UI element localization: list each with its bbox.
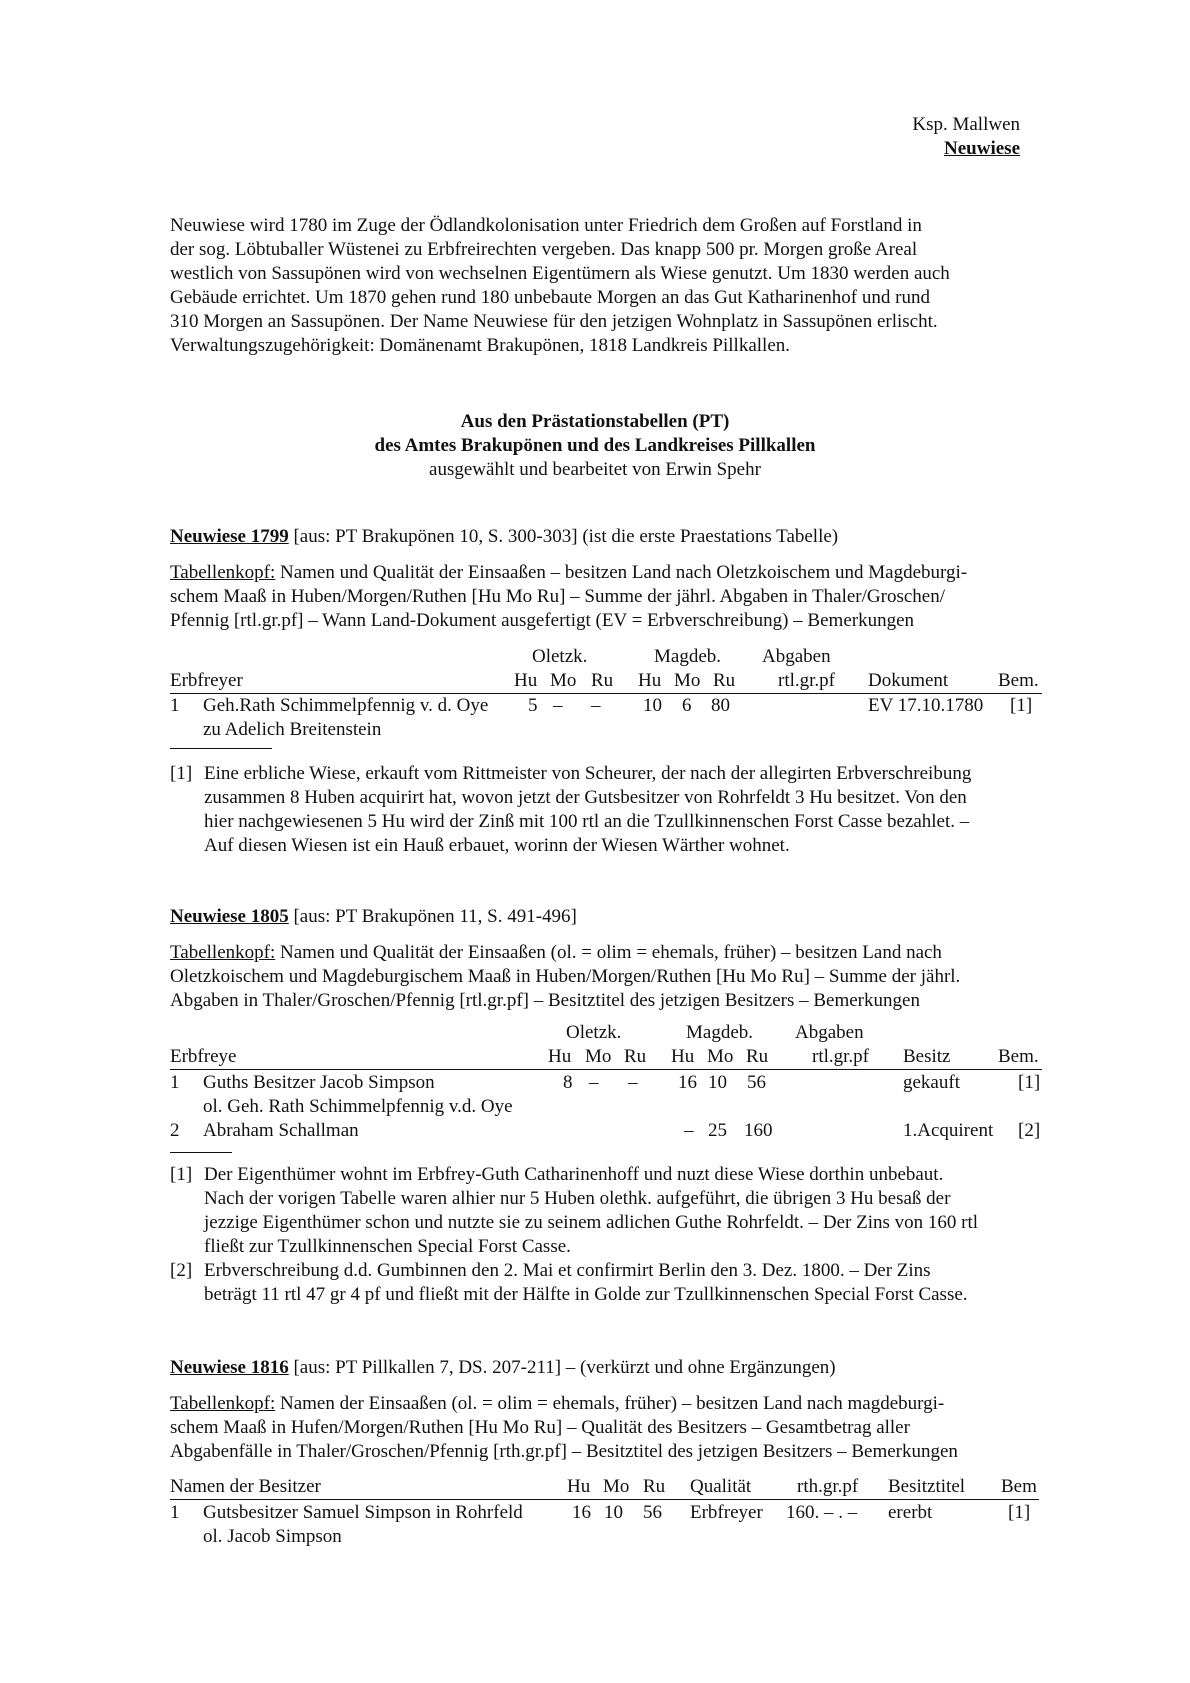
title-block xyxy=(170,410,1020,482)
header-rule xyxy=(170,1499,1039,1500)
col-group-abgaben: Abgaben xyxy=(795,1022,864,1043)
col-header-ru: Ru xyxy=(643,1476,666,1497)
section-1805-heading xyxy=(170,905,1050,929)
col-header-besitztitel: Besitztitel xyxy=(888,1476,966,1497)
cell-ru: 160 xyxy=(744,1120,773,1141)
col-header-abgaben: rtl.gr.pf xyxy=(778,670,835,691)
footnote-1799-1 xyxy=(170,762,1050,858)
intro-line: Gebäude errichtet. Um 1870 gehen rund 180 unbebaute Morgen an das Gut Katharinenhof und rund xyxy=(170,287,930,308)
footnote-line: hier nachgewiesenen 5 Hu wird der Zinß mit 100 rtl an die Tzullkinnenschen Forst Casse bezahlet. – xyxy=(204,811,970,832)
cell-bem: [1] xyxy=(1018,1072,1041,1093)
footnote-line: Auf diesen Wiesen ist ein Hauß erbauet, worinn der Wiesen Wärther wohnet. xyxy=(204,835,790,856)
footnote-line: Der Eigenthümer wohnt im Erbfrey-Guth Catharinenhoff und nuzt diese Wiese dorthin unbebaut. xyxy=(204,1164,944,1185)
cell-besitz: 1.Acquirent xyxy=(903,1120,994,1141)
cell-ru: – xyxy=(628,1072,638,1093)
tabellenkopf-label: Tabellenkopf: xyxy=(170,1393,276,1414)
section-1799-source: [aus: PT Brakupönen 10, S. 300-303] (ist die erste Praestations Tabelle) xyxy=(288,526,839,547)
row-name: Gutsbesitzer Samuel Simpson in Rohrfeld xyxy=(203,1502,523,1523)
cell-ru: 56 xyxy=(747,1072,766,1093)
tabellenkopf-line: Oletzkoischem und Magdeburgischem Maaß in Huben/Morgen/Ruthen [Hu Mo Ru] – Summe der jährl. xyxy=(170,966,961,987)
footnote-line: fließt zur Tzullkinnenschen Special Forst Casse. xyxy=(204,1236,571,1257)
col-header-dokument: Dokument xyxy=(868,670,949,691)
col-header-bem: Bem. xyxy=(998,1046,1039,1067)
intro-line: 310 Morgen an Sassupönen. Der Name Neuwiese für den jetzigen Wohnplatz in Sassupönen erlischt. xyxy=(170,311,938,332)
cell-besitztitel: ererbt xyxy=(888,1502,933,1523)
cell-mo: 10 xyxy=(604,1502,623,1523)
col-header-hu: Hu xyxy=(671,1046,695,1067)
footnote-1805-2 xyxy=(170,1259,1050,1307)
col-header-mo: Mo xyxy=(585,1046,612,1067)
section-1805-title: Neuwiese 1805 xyxy=(170,906,289,927)
col-header-ru: Ru xyxy=(713,670,736,691)
cell-abgaben: 160. – . – xyxy=(786,1502,858,1523)
row-number: 1 xyxy=(170,1072,180,1093)
tabellenkopf-line: schem Maaß in Huben/Morgen/Ruthen [Hu Mo Ru] – Summe der jährl. Abgaben in Thaler/Groschen/ xyxy=(170,586,945,607)
footnote-number: [1] xyxy=(170,1164,193,1185)
section-1816-source: [aus: PT Pillkallen 7, DS. 207-211] – (verkürzt und ohne Ergänzungen) xyxy=(288,1357,836,1378)
section-1799-heading xyxy=(170,525,1050,549)
col-header-mo: Mo xyxy=(550,670,577,691)
footnote-line: Nach der vorigen Tabelle waren alhier nur 5 Huben olethk. aufgeführt, die übrigen 3 Hu besaß der xyxy=(204,1188,951,1209)
intro-line: Verwaltungszugehörigkeit: Domänenamt Brakupönen, 1818 Landkreis Pillkallen. xyxy=(170,335,790,356)
intro-line: westlich von Sassupönen wird von wechselnen Eigentümern als Wiese genutzt. Um 1830 werden auch xyxy=(170,263,950,284)
cell-hu: 16 xyxy=(678,1072,697,1093)
row-name: Geh.Rath Schimmelpfennig v. d. Oye xyxy=(203,695,489,716)
cell-hu: 8 xyxy=(563,1072,573,1093)
col-header-hu: Hu xyxy=(638,670,662,691)
col-header-ru: Ru xyxy=(746,1046,769,1067)
cell-bem: [1] xyxy=(1010,695,1033,716)
cell-mo: – xyxy=(589,1072,599,1093)
intro-paragraph xyxy=(170,214,1040,358)
cell-dokument: EV 17.10.1780 xyxy=(868,695,984,716)
cell-besitz: gekauft xyxy=(903,1072,960,1093)
cell-bem: [1] xyxy=(1008,1502,1031,1523)
col-header-ru: Ru xyxy=(624,1046,647,1067)
section-1799-title: Neuwiese 1799 xyxy=(170,526,289,547)
col-group-oletzk: Oletzk. xyxy=(532,646,588,667)
col-header-mo: Mo xyxy=(707,1046,734,1067)
footnote-line: Erbverschreibung d.d. Gumbinnen den 2. Mai et confirmirt Berlin den 3. Dez. 1800. – Der Zins xyxy=(204,1260,931,1281)
cell-mo: – xyxy=(553,695,563,716)
cell-hu: – xyxy=(684,1120,694,1141)
title-line-2: des Amtes Brakupönen und des Landkreises Pillkallen xyxy=(374,435,816,456)
col-group-oletzk: Oletzk. xyxy=(566,1022,622,1043)
col-header-name: Namen der Besitzer xyxy=(170,1476,321,1497)
place-title: Neuwiese xyxy=(944,138,1020,159)
cell-mo: 25 xyxy=(708,1120,727,1141)
row-name: Abraham Schallman xyxy=(203,1120,359,1141)
tabellenkopf-line: Abgabenfälle in Thaler/Groschen/Pfennig [rth.gr.pf] – Besitztitel des jetzigen Besitzers – Bemerkungen xyxy=(170,1441,958,1462)
footnote-line: jezzige Eigenthümer schon und nutzte sie zu seinem adlichen Guthe Rohrfeldt. – Der Zins von 160 rtl xyxy=(204,1212,979,1233)
row-name: Guths Besitzer Jacob Simpson xyxy=(203,1072,435,1093)
footnote-line: Eine erbliche Wiese, erkauft vom Rittmeister von Scheurer, der nach der allegirten Erbverschreibung xyxy=(204,763,972,784)
tabellenkopf-label: Tabellenkopf: xyxy=(170,942,276,963)
section-1816-title: Neuwiese 1816 xyxy=(170,1357,289,1378)
row-name-cont: zu Adelich Breitenstein xyxy=(203,719,382,740)
title-line-3: ausgewählt und bearbeitet von Erwin Spehr xyxy=(429,459,761,480)
col-header-besitz: Besitz xyxy=(903,1046,951,1067)
col-header-mo: Mo xyxy=(603,1476,630,1497)
col-header-abgaben: rtl.gr.pf xyxy=(812,1046,869,1067)
document-header xyxy=(912,113,1020,161)
cell-ru: – xyxy=(591,695,601,716)
col-group-abgaben: Abgaben xyxy=(762,646,831,667)
tabellenkopf-line: schem Maaß in Hufen/Morgen/Ruthen [Hu Mo Ru] – Qualität des Besitzers – Gesamtbetrag aller xyxy=(170,1417,910,1438)
header-rule xyxy=(170,1069,1042,1070)
tabellenkopf-label: Tabellenkopf: xyxy=(170,562,276,583)
intro-line: der sog. Löbtuballer Wüstenei zu Erbfreirechten vergeben. Das knapp 500 pr. Morgen große Areal xyxy=(170,239,918,260)
col-group-magdeb: Magdeb. xyxy=(686,1022,754,1043)
section-1805-tabellenkopf xyxy=(170,941,1050,1013)
cell-ru: 56 xyxy=(643,1502,662,1523)
footnote-1805-1 xyxy=(170,1163,1050,1259)
col-header-name: Erbfreye xyxy=(170,1046,237,1067)
row-number: 1 xyxy=(170,1502,180,1523)
footnote-number: [1] xyxy=(170,763,193,784)
col-header-qualitaet: Qualität xyxy=(690,1476,752,1497)
cell-mo: 6 xyxy=(682,695,692,716)
intro-line: Neuwiese wird 1780 im Zuge der Ödlandkolonisation unter Friedrich dem Großen auf Forstland in xyxy=(170,215,922,236)
cell-hu: 5 xyxy=(528,695,538,716)
tabellenkopf-line: Abgaben in Thaler/Groschen/Pfennig [rtl.gr.pf] – Besitztitel des jetzigen Besitzers – Bemerkungen xyxy=(170,990,920,1011)
row-name-cont: ol. Geh. Rath Schimmelpfennig v.d. Oye xyxy=(203,1096,513,1117)
cell-hu: 10 xyxy=(643,695,662,716)
parish-label: Ksp. Mallwen xyxy=(912,114,1020,135)
footnote-line: zusammen 8 Huben acquirirt hat, wovon jetzt der Gutsbesitzer von Rohrfeldt 3 Hu besitzet. Von den xyxy=(204,787,967,808)
col-header-bem: Bem xyxy=(1001,1476,1037,1497)
tabellenkopf-line: Namen und Qualität der Einsaaßen – besitzen Land nach Oletzkoischem und Magdeburgi- xyxy=(275,562,968,583)
title-line-1: Aus den Prästationstabellen (PT) xyxy=(460,411,730,432)
col-header-abgaben: rth.gr.pf xyxy=(797,1476,859,1497)
row-number: 1 xyxy=(170,695,180,716)
col-header-name: Erbfreyer xyxy=(170,670,243,691)
row-number: 2 xyxy=(170,1120,180,1141)
section-1805-source: [aus: PT Brakupönen 11, S. 491-496] xyxy=(288,906,577,927)
cell-qualitaet: Erbfreyer xyxy=(690,1502,763,1523)
col-header-hu: Hu xyxy=(514,670,538,691)
cell-hu: 16 xyxy=(572,1502,591,1523)
section-1816-heading xyxy=(170,1356,1050,1380)
cell-mo: 10 xyxy=(708,1072,727,1093)
footnote-line: beträgt 11 rtl 47 gr 4 pf und fließt mit der Hälfte in Golde zur Tzullkinnenschen Special Forst Casse. xyxy=(204,1284,968,1305)
col-header-mo: Mo xyxy=(674,670,701,691)
tabellenkopf-line: Namen und Qualität der Einsaaßen (ol. = olim = ehemals, früher) – besitzen Land nach xyxy=(275,942,942,963)
footnote-rule xyxy=(170,1152,232,1153)
section-1799-tabellenkopf xyxy=(170,561,1050,633)
footnote-number: [2] xyxy=(170,1260,193,1281)
section-1816-tabellenkopf xyxy=(170,1392,1050,1464)
row-name-cont: ol. Jacob Simpson xyxy=(203,1526,342,1547)
col-header-hu: Hu xyxy=(567,1476,591,1497)
col-header-hu: Hu xyxy=(548,1046,572,1067)
cell-bem: [2] xyxy=(1018,1120,1041,1141)
col-group-magdeb: Magdeb. xyxy=(654,646,722,667)
tabellenkopf-line: Namen der Einsaaßen (ol. = olim = ehemals, früher) – besitzen Land nach magdeburgi- xyxy=(275,1393,945,1414)
col-header-ru: Ru xyxy=(591,670,614,691)
tabellenkopf-line: Pfennig [rtl.gr.pf] – Wann Land-Dokument ausgefertigt (EV = Erbverschreibung) – Bemerkungen xyxy=(170,610,915,631)
cell-ru: 80 xyxy=(711,695,730,716)
col-header-bem: Bem. xyxy=(998,670,1039,691)
footnote-rule xyxy=(170,748,272,749)
